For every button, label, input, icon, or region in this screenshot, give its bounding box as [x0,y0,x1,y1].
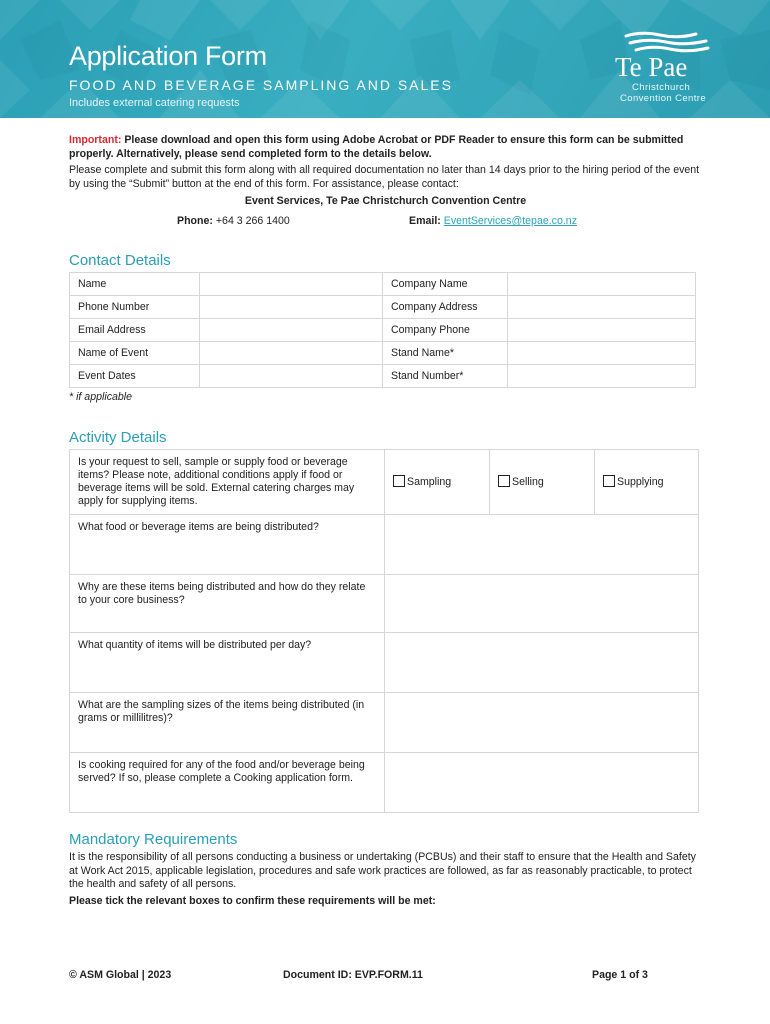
field-label: Email Address [70,319,200,342]
field-label: Stand Name* [383,342,508,365]
table-row [70,319,696,342]
question-label: What quantity of items will be distributed per day? [70,633,385,693]
supplying-checkbox[interactable] [603,475,615,487]
applicable-note: * if applicable [69,391,133,403]
activity-details-heading: Activity Details [69,429,167,446]
mandatory-requirements-heading: Mandatory Requirements [69,831,238,848]
mandatory-requirements-text: It is the responsibility of all persons conducting a business or undertaking (PCBUs) and their staff to ensure that the Health and Safety at Work Act 2015, applicable legislation, procedures and safe work practices are followed, as far as reasonably practicable, to protect the health and safety of all persons. [69,851,696,890]
table-row [70,342,696,365]
table-row [70,575,699,633]
te-pae-logo [612,30,722,104]
company-name-field[interactable] [508,273,696,296]
contact-details-heading: Contact Details [69,252,171,269]
tick-instruction: Please tick the relevant boxes to confirm these requirements will be met: [69,895,436,907]
option-label: Sampling [407,476,452,488]
footer-document-id: Document ID: EVP.FORM.11 [283,969,423,981]
table-row [70,753,699,813]
items-distributed-answer[interactable] [385,515,699,575]
email-address-field[interactable] [200,319,383,342]
footer-page-number: Page 1 of 3 [592,969,648,981]
header-banner [0,0,770,118]
field-label: Company Name [383,273,508,296]
field-label: Event Dates [70,365,200,388]
stand-name-field[interactable] [508,342,696,365]
quantity-per-day-answer[interactable] [385,633,699,693]
phone-label: Phone: [177,215,213,227]
field-label: Company Phone [383,319,508,342]
event-name-field[interactable] [200,342,383,365]
company-phone-field[interactable] [508,319,696,342]
logo-line-1: Christchurch [632,82,691,93]
question-label: What food or beverage items are being distributed? [70,515,385,575]
table-row [70,365,696,388]
field-label: Stand Number* [383,365,508,388]
table-row [70,273,696,296]
sampling-option[interactable] [385,450,490,515]
email-link[interactable]: EventServices@tepae.co.nz [443,215,577,227]
form-title: Application Form [69,41,267,71]
table-row [70,296,696,319]
important-text: Please download and open this form using Adobe Acrobat or PDF Reader to ensure this form can be submitted properly. Alternatively, please send completed form to the details below. [69,134,684,160]
request-type-question: Is your request to sell, sample or supply food or beverage items? Please note, additional conditions apply if food or beverage items will be sold. External catering charges may apply for supplying items. [70,450,385,515]
contact-phone [177,215,290,229]
important-label: Important: [69,134,122,146]
activity-details-table [69,449,699,813]
table-row [70,450,699,515]
logo-name: Te Pae [615,52,688,82]
contact-organisation: Event Services, Te Pae Christchurch Convention Centre [244,195,527,207]
important-notice [69,134,709,161]
table-row [70,515,699,575]
field-label: Name [70,273,200,296]
form-note: Includes external catering requests [69,97,240,109]
contact-details-table [69,272,696,388]
supplying-option[interactable] [595,450,699,515]
option-label: Selling [512,476,544,488]
selling-checkbox[interactable] [498,475,510,487]
question-label: Is cooking required for any of the food and/or beverage being served? If so, please complete a Cooking application form. [70,753,385,813]
table-row [70,633,699,693]
stand-number-field[interactable] [508,365,696,388]
logo-line-2: Convention Centre [620,93,707,104]
sampling-checkbox[interactable] [393,475,405,487]
field-label: Name of Event [70,342,200,365]
sampling-sizes-answer[interactable] [385,693,699,753]
cooking-required-answer[interactable] [385,753,699,813]
distribution-reason-answer[interactable] [385,575,699,633]
field-label: Company Address [383,296,508,319]
selling-option[interactable] [490,450,595,515]
name-field[interactable] [200,273,383,296]
company-address-field[interactable] [508,296,696,319]
event-dates-field[interactable] [200,365,383,388]
option-label: Supplying [617,476,664,488]
question-label: Why are these items being distributed and how do they relate to your core business? [70,575,385,633]
table-row [70,693,699,753]
footer-copyright: © ASM Global | 2023 [69,969,172,981]
form-subtitle: FOOD AND BEVERAGE SAMPLING AND SALES [69,77,453,93]
instructions-text: Please complete and submit this form along with all required documentation no later than 14 days prior to the hiring period of the event by using the “Submit” button at the end of this form. For assistance, please contact: [69,164,700,190]
contact-email [409,215,577,229]
email-label: Email: [409,215,441,227]
field-label: Phone Number [70,296,200,319]
phone-number-field[interactable] [200,296,383,319]
question-label: What are the sampling sizes of the items being distributed (in grams or millilitres)? [70,693,385,753]
phone-value: +64 3 266 1400 [215,215,290,227]
